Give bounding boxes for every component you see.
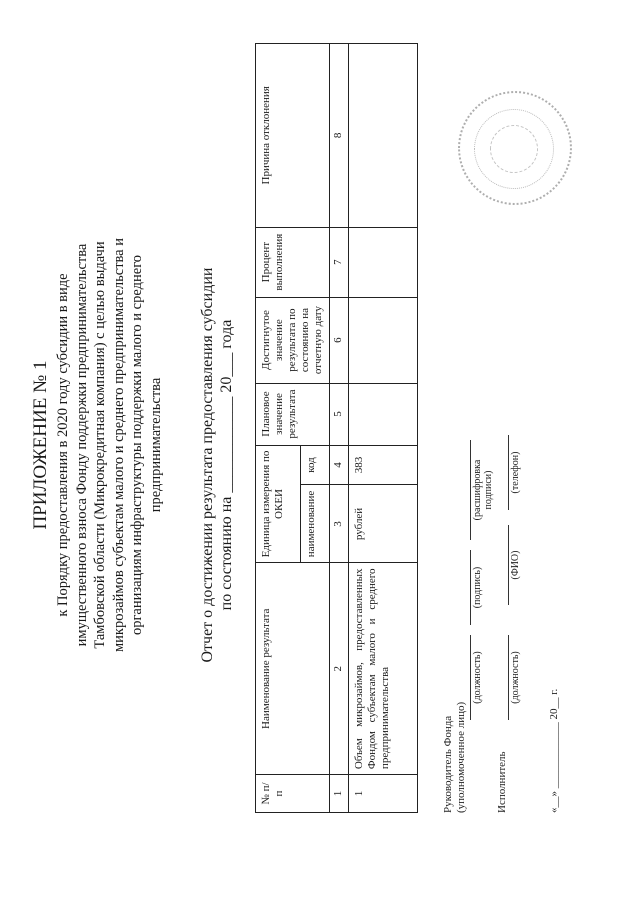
header-percent: Процент выполнения [256, 227, 330, 297]
cell-name: Объем микрозаймов, предоставленных Фондом субъектам малого и среднего предпринимательства [349, 563, 418, 775]
column-number: 7 [330, 227, 349, 297]
caption-signature: (подпись) [472, 566, 483, 609]
cell-unit-name: рублей [349, 485, 418, 563]
appendix-line: микрозаймов субъектам малого и среднего предпринимательства и [110, 237, 127, 653]
executor-label: Исполнитель [496, 751, 508, 813]
executor-position-line [508, 635, 509, 720]
header-unit: Единица измерения по ОКЕИ [256, 445, 301, 563]
caption-position: (должность) [472, 651, 483, 704]
cell-num: 1 [349, 775, 418, 813]
caption-fio: (ФИО) [510, 550, 521, 580]
table-row [349, 44, 418, 813]
head-sublabel: (уполномоченное лицо) [455, 701, 467, 813]
cell-reason [349, 44, 418, 228]
cell-unit-code: 383 [349, 445, 418, 485]
report-date-line: по состоянию на ____________ 20___ года [218, 319, 235, 611]
results-table [255, 43, 418, 813]
appendix-line: предпринимательства [147, 377, 164, 513]
header-unit-code: код [301, 445, 330, 485]
executor-phone-line [508, 435, 509, 510]
head-signature-line [470, 550, 471, 625]
column-number: 3 [330, 485, 349, 563]
column-number: 6 [330, 297, 349, 383]
report-title [198, 185, 236, 745]
appendix-line: к Порядку предоставления в 2020 году субсидии в виде [55, 273, 71, 617]
head-decoding-line [470, 440, 471, 540]
caption-executor-position: (должность) [510, 651, 521, 704]
header-plan: Плановое значение результата [256, 383, 330, 445]
column-number: 4 [330, 445, 349, 485]
cell-plan [349, 383, 418, 445]
header-num: № п/п [256, 775, 330, 813]
date-line: «__» ____________ 20__ г. [548, 688, 560, 813]
head-label: Руководитель Фонда [442, 715, 454, 813]
appendix-title: ПРИЛОЖЕНИЕ № 1 [30, 360, 51, 530]
executor-fio-line [508, 525, 509, 605]
appendix-line: организациям инфраструктуры поддержки малого и среднего [129, 254, 145, 636]
report-title-line: Отчет о достижении результата предоставления субсидии [199, 267, 216, 663]
header-unit-name: наименование [301, 485, 330, 563]
seal-core [490, 125, 538, 173]
header-achieved: Достигнутое значение результата по состоянию на отчетную дату [256, 297, 330, 383]
appendix-line: Тамбовской области (Микрокредитная компания) с целью выдачи [92, 241, 108, 649]
column-number: 5 [330, 383, 349, 445]
column-number: 1 [330, 775, 349, 813]
appendix-subtitle [54, 125, 165, 765]
column-number: 8 [330, 44, 349, 228]
caption-decoding: (расшифровка подписи) [472, 459, 494, 521]
column-number-row [330, 44, 349, 813]
column-number: 2 [330, 563, 349, 775]
header-reason: Причина отклонения [256, 44, 330, 228]
cell-achieved [349, 297, 418, 383]
official-seal [458, 91, 572, 205]
head-position-line [470, 635, 471, 720]
cell-percent [349, 227, 418, 297]
appendix-line: имущественного взноса Фонду поддержки предпринимательства [73, 243, 90, 647]
header-name: Наименование результата [256, 563, 330, 775]
caption-phone: (телефон) [510, 451, 521, 494]
